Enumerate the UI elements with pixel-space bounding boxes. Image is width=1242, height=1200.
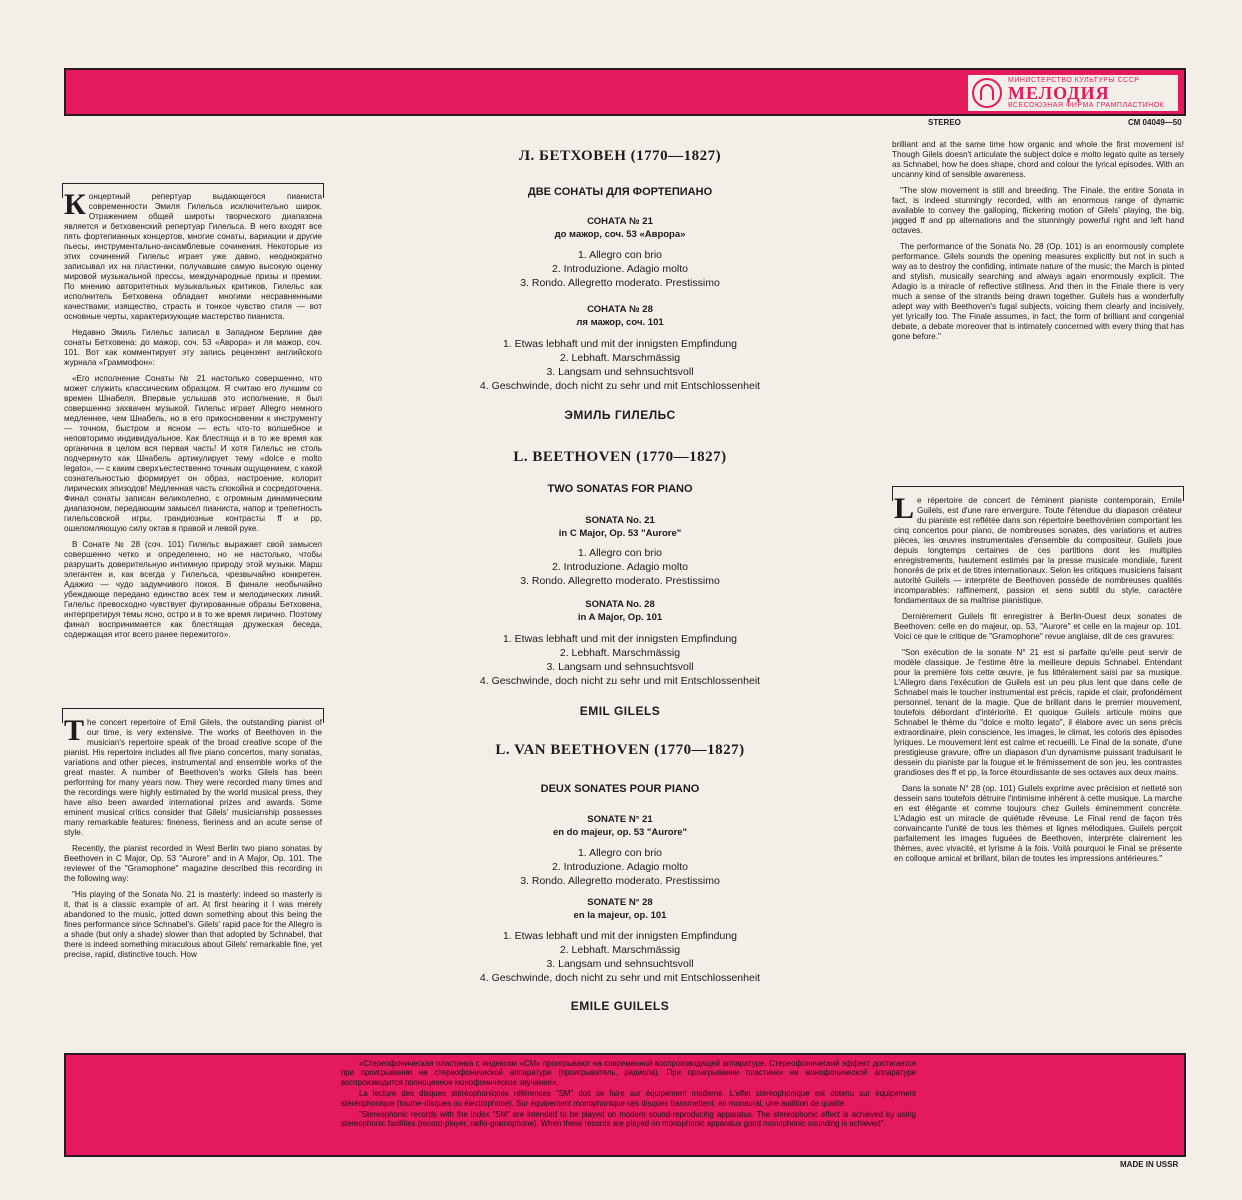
catalog-number: СМ 04049—50 [1128, 118, 1182, 127]
stereo-notice [341, 1059, 916, 1131]
movement-list: 1. Allegro con brio 2. Introduzione. Adagio molto 3. Rondo. Allegretto moderato. Prestissimo [520, 847, 720, 887]
notes-english [64, 714, 322, 966]
sonata-title: СОНАТА № 28 ля мажор, соч. 101 [576, 304, 664, 328]
divider [323, 183, 324, 198]
paragraph: e répertoire de concert de l'éminent pianiste contemporain, Emile Guilels, est d'une rare envergure. Toute l'étendue du diapason créateur du pianiste est reflétée dans son répertoire beethovénien comportant les cinq concertos pour piano, de nombreuses sonates, des variations et autres pièces, les œuvres instrumentales d'ensemble du compositeur. Guilels joue depuis longtemps certaines de ces partitions dont les multiples enregistrements, hautement estimés par la presse musicale mondiale, furent honorés de prix et de titres internationaux. Selon les critiques musiciens faisant autorité Guilels — interprète de Beethoven possède de nombreuses qualités incomparables: raffinement, passion et sens subtil du style, caractère fondamentaux de sa maîtrise pianistique. [894, 496, 1182, 605]
stereo-label: STEREO [928, 118, 961, 127]
paragraph: Dans la sonate N° 28 (op. 101) Guilels exprime avec précision et netteté son dessein sans toutefois détruire l'intimisme inhérent à cette musique. La marche en est élégante et comme toujours chez Guilels éminemment concrète. L'Adagio est un miracle de quiétude rêveuse. Le Final rend de façon très convaincante l'unité de tous les thèmes et lignes mélodiques. Guilels perçoit parfaitement les images fuguées de Beethoven, interprète clairement les thèmes, avec vivacité, et lyrisme à la fois. Voilà pourquoi le Final se présente en colloque amical et brillant, bilan de toutes les impressions antérieures." [894, 784, 1182, 863]
notice-russian: «Стереофоническая пластинка с индексом «СМ» проигрывают на современной воспроизводящей аппаратуре. Стереофонический эффект достигается при проигрывании на стереофонической аппаратуре (проигрыватель, радиола). При проигрывании пластинки на монофонической аппаратуре воспроизводится полноценное монофоническое звучание». [341, 1059, 916, 1087]
sonata-title: SONATE N° 28 en la majeur, op. 101 [573, 897, 667, 921]
composer-heading: Л. БЕТХОВЕН (1770—1827) [518, 148, 722, 164]
movement-list: 1. Etwas lebhaft und mit der innigsten Empfindung 2. Lebhaft. Marschmässig 3. Langsam und sehnsuchtsvoll 4. Geschwinde, doch nicht zu sehr und mit Entschlossenheit [479, 930, 761, 984]
divider [892, 486, 1184, 487]
logo-ministry-text: МИНИСТЕРСТВО КУЛЬТУРЫ СССР [1008, 77, 1140, 84]
top-color-band [64, 68, 1186, 116]
logo-firm-text: ВСЕСОЮЗНАЯ ФИРМА ГРАМПЛАСТИНОК [1008, 102, 1165, 109]
divider [323, 708, 324, 723]
paragraph: Dernièrement Guilels fit enregistrer à Berlin-Ouest deux sonates de Beethoven: celle en do majeur, op. 53, "Aurore" et celle en la majeur op. 101. Voici ce que le critique de "Gramophone" revue anglaise, dit de ces gravures: [894, 612, 1182, 641]
notes-english-continued [892, 140, 1184, 348]
logo-brand-text: МЕЛОДИЯ [1008, 83, 1110, 103]
bottom-color-band [64, 1053, 1186, 1157]
notes-russian [64, 188, 322, 646]
paragraph: "Son exécution de la sonate N° 21 est si parfaite qu'elle peut servir de modèle classique. Je l'estime être la meilleure depuis Schnabel. Entendant pour la première fois cette œuvre, je fus littéralement saisi par sa musique. L'Allegro dans l'exécution de Guilels est un peu plus lent que dans celle de Schnabel mais le toucher instrumental est précis, rapide et clair, profondément personnel, tenant de la magie. Que de brillant dans le premier mouvement, toutefois débordant d'intériorité. Et quoique Guilels articule moins que Schnabel le thème du "dolce e molto legato", il élabore avec un sens précis extraordinaire, plein conscience, les images, le climat, les coloris des épisodes lyriques. Le mouvement lent est calme et recueilli. Le Final de la sonate, d'une prestigieuse gravure, offre un diapason d'un dynamisme puissant traduisant le dessein du pianiste par la fougue et le frémissement de son jeu, les contrastes grandioses des ff et pp, la force étourdissante de ses octaves aux deux mains. [894, 648, 1182, 777]
divider [1183, 486, 1184, 501]
sonata-title: СОНАТА № 21 до мажор, соч. 53 «Аврора» [554, 216, 686, 240]
sonata-title: SONATA No. 21 in C Major, Op. 53 "Aurore" [558, 515, 682, 539]
dropcap: T [64, 714, 85, 747]
divider [62, 708, 324, 709]
made-in-label: MADE IN USSR [1120, 1160, 1179, 1169]
movement-list: 1. Etwas lebhaft und mit der innigsten Empfindung 2. Lebhaft. Marschmässig 3. Langsam und sehnsuchtsvoll 4. Geschwinde, doch nicht zu sehr und mit Entschlossenheit [479, 338, 761, 392]
collection-title: ДВЕ СОНАТЫ ДЛЯ ФОРТЕПИАНО [527, 186, 713, 198]
sonata-title: SONATA No. 28 in A Major, Op. 101 [577, 599, 663, 623]
divider [62, 183, 324, 184]
notice-english: "Stereophonic records with the index "SM" are intended to be played on modern sound-reproducing apparatus. The stereophonic effect is achieved by using stereophonic facilities (record-player, radio-gramophone). When these records are played on monophonic apparatus good monophonic sounding is achieved". [341, 1110, 916, 1129]
paragraph: Recently, the pianist recorded in West Berlin two piano sonatas by Beethoven in C Major, Op. 53 "Aurore" and in A Major, Op. 101. The reviewer of the "Gramophone" magazine described this recording in the following way: [64, 844, 322, 883]
melodiya-logo [968, 75, 1178, 111]
sonata-title: SONATE N° 21 en do majeur, op. 53 "Aurore" [552, 814, 688, 838]
paragraph: В Сонате № 28 (соч. 101) Гилельс выражает свой замысел совершенно четко и определенно, но не настолько, чтобы разрушить доверительную интимную природу этой музыки. Марш элегантен и, как всегда у Гилельса, чрезвычайно конкретен. Адажио — чудо задумчивого покоя. В финале необычайно убеждающе передано единство всех тем и мелодических линий. Гилельс превосходно чувствует фугированные образы Бетховена, интерпретируя темы ясно, остро и в то же время лирично. Поэтому финал воспринимается как блестящая дружеская беседа, содержащая итог всего ранее пережитого». [64, 540, 322, 639]
paragraph: онцертный репертуар выдающегося пианиста современности Эмиля Гилельса исключительно широк. Отражением общей широты творческого диапазона является и бетховенский репертуар Гилельса. В него входят все пять фортепианных концертов, многие сонаты, вариации и другие пьесы, инструментально-ансамблевые сочинения. Некоторые из этих сочинений Гилельс играет уже давно, неоднократно записывал их на пластинки, получавшие самую высокую оценку мировой музыкальной прессы, международные призы и премии. По мнению авторитетных музыкальных критиков, Гилельс как исполнитель Бетховена обладает многими несравненными качествами; изящество, страсть и тонкое чувство стиля — вот основные черты, характеризующие мастерство пианиста. [64, 192, 322, 321]
movement-list: 1. Etwas lebhaft und mit der innigsten Empfindung 2. Lebhaft. Marschmässig 3. Langsam und sehnsuchtsvoll 4. Geschwinde, doch nicht zu sehr und mit Entschlossenheit [479, 633, 761, 687]
notes-french [894, 492, 1182, 870]
dropcap: К [64, 188, 86, 221]
melodiya-emblem-icon [972, 78, 1002, 108]
pianist-name: EMIL GILELS [579, 704, 661, 718]
pianist-name: EMILE GUILELS [570, 999, 670, 1013]
paragraph: "His playing of the Sonata No. 21 is masterly: indeed so masterly is it, that is a classic example of art. At first hearing it I was merely abandoned to the music, jotted down something about this being the fines performance since Schnabel's. Gilels' rapid pace for the Allegro is a shade (but only a shade) slower than that adopted by Schnabel, that there is indeed something miraculous about Gilels' remarkable fine, yet precise, rapid, distinctive touch. How [64, 890, 322, 959]
divider [62, 183, 63, 198]
pianist-name: ЭМИЛЬ ГИЛЕЛЬС [564, 408, 676, 422]
notice-french: La lecture des disques stéréophoniques références "SM" doit se faire sur équipement moderne. L'effet stéréophonique est obtenu sur équipement stéréophonique (tourne-disques ou électrophone). Sur équipement monophonique ces disques transmettent, en monaural, une audition de qualité. [341, 1089, 916, 1108]
paragraph: he concert repertoire of Emil Gilels, the outstanding pianist of our time, is very extensive. The works of Beethoven in the musician's repertoire speak of the broad creative scope of the pianist. His repertoire includes all five piano concertos, many sonatas, variations and other pieces, instrumental and ensemble works of the great master. A number of Beethoven's works Gilels has been performing for many years now. They were recorded many times and the recordings were highly estimated by the world musical press, they have also been awarded international prizes and awards. Some eminent musical critics consider that Gilels' musicianship possesses many remarkable features: fineness, fieriness and an acute sense of style. [64, 718, 322, 837]
movement-list: 1. Allegro con brio 2. Introduzione. Adagio molto 3. Rondo. Allegretto moderato. Prestissimo [520, 249, 720, 289]
paragraph: «Его исполнение Сонаты № 21 настолько совершенно, что может служить классическим образцом. Я считаю его лучшим со времен Шнабеля. Впервые услышав это исполнение, я был совершенно захвачен музыкой. Гилельс играет Allegro немного медленнее, чем Шнабель, но в его прикосновении к инструменту — точном, быстром и ясном — есть что-то волшебное и неповторимо индивидуальное. Как блестяща и в то же время как органична в целом вся первая часть! И хотя Гилельс не столь подчеркнуто как Шнабель артикулирует тему «dolce e molto legato», — с каким сверхъестественно точным ощущением, с какой сознательностью формирует он образ, настроение, колорит лирических эпизодов! Медленная часть спокойна и сосредоточена. Финал сонаты записан великолепно, с огромным динамическим диапазоном, передающим замысел пианиста, напор и трепетность гилельсовской игры, грандиозные контрасты ff и pp, ошеломляющую силу октав в правой и левой руке. [64, 374, 322, 533]
dropcap: L [894, 492, 915, 525]
paragraph: brilliant and at the same time how organic and whole the first movement is! Though Gilels doesn't articulate the subject dolce e molto legato quite as tersely as Schnabel, how he does shape, chord and colour the lyrical episodes. With an uncanny kind of sensible awareness. [892, 140, 1184, 179]
collection-title: TWO SONATAS FOR PIANO [547, 483, 693, 495]
collection-title: DEUX SONATES POUR PIANO [540, 783, 700, 795]
divider [62, 708, 63, 723]
composer-heading: L. VAN BEETHOVEN (1770—1827) [495, 742, 745, 758]
composer-heading: L. BEETHOVEN (1770—1827) [513, 449, 727, 465]
paragraph: Недавно Эмиль Гилельс записал в Западном Берлине две сонаты Бетховена: до мажор, соч. 53 «Аврора» и ля мажор, соч. 101. Вот как комментирует эту запись рецензент английского журнала «Граммофон»: [64, 328, 322, 367]
paragraph: "The slow movement is still and breeding. The Finale, the entire Sonata in fact, is indeed stunningly recorded, with an enormous range of dynamic available to convey the galloping, flickering motion of Gilels' playing, the big, jagged ff and pp alternations and the stunningly powerful right and left hand octaves. [892, 186, 1184, 235]
movement-list: 1. Allegro con brio 2. Introduzione. Adagio molto 3. Rondo. Allegretto moderato. Prestissimo [520, 547, 720, 587]
paragraph: The performance of the Sonata No. 28 (Op. 101) is an enormously complete performance. Gilels sounds the opening measures explicitly but not in such a way as to destroy the confiding, intimate nature of the music; the March is pinted and stylish, musically searching and always again enormously explicit. The Adagio is a miracle of reflective stillness. And then in the Finale there is very much a sense of the strands being drawn together. Guilels has a wonderfully adept way with Beethoven's fugal subjects, voicing them clearly and incisively, yet lyrically too. The Finale assumes, in fact, the form of brilliant and congenial debate, a debate moreover that is intimately concerned with every thing that has gone before." [892, 242, 1184, 341]
